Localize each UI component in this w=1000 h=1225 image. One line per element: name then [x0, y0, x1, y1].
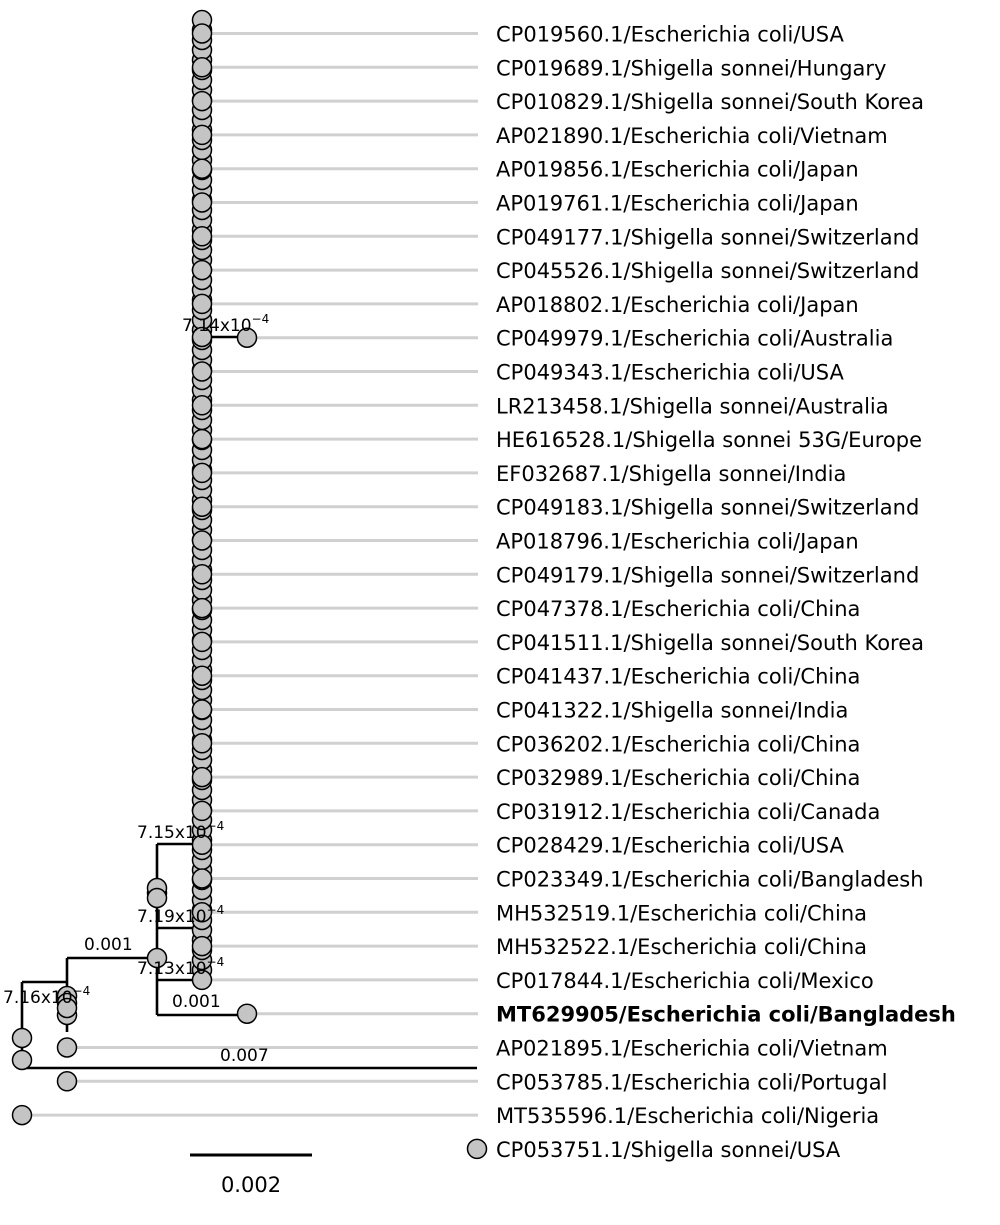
tip-label: MT629905/Escherichia coli/Bangladesh	[496, 1002, 956, 1027]
tip-node	[58, 1038, 77, 1057]
tip-label: CP053751.1/Shigella sonnei/USA	[496, 1137, 841, 1162]
tip-label: CP031912.1/Escherichia coli/Canada	[496, 799, 881, 824]
scale-bar-label: 0.002	[220, 1173, 282, 1197]
tip-node	[193, 159, 212, 178]
tip-label: CP028429.1/Escherichia coli/USA	[496, 833, 844, 858]
tip-label: CP041322.1/Shigella sonnei/India	[496, 698, 849, 723]
tip-node	[193, 261, 212, 280]
tip-label: CP049979.1/Escherichia coli/Australia	[496, 326, 894, 351]
tip-label: CP019689.1/Shigella sonnei/Hungary	[496, 56, 887, 81]
tip-label: MT535596.1/Escherichia coli/Nigeria	[496, 1104, 880, 1129]
scale-bar	[190, 1155, 312, 1197]
tip-label: CP047378.1/Escherichia coli/China	[496, 597, 861, 622]
tip-node	[193, 734, 212, 753]
tip-label: MH532522.1/Escherichia coli/China	[496, 935, 867, 960]
tip-node	[58, 1072, 77, 1091]
tip-node	[193, 227, 212, 246]
tip-label: CP053785.1/Escherichia coli/Portugal	[496, 1070, 888, 1095]
tip-label: CP049183.1/Shigella sonnei/Switzerland	[496, 495, 920, 520]
tip-label: AP021895.1/Escherichia coli/Vietnam	[496, 1036, 888, 1061]
tip-node	[193, 24, 212, 43]
tip-labels	[496, 23, 956, 1162]
tip-node	[193, 396, 212, 415]
tip-node	[193, 632, 212, 651]
tip-label: LR213458.1/Shigella sonnei/Australia	[496, 394, 889, 419]
branch-label-mh532519: $7.19x10^{-4}$	[137, 903, 225, 927]
tip-label: AP018796.1/Escherichia coli/Japan	[496, 529, 859, 554]
tip-label: CP049179.1/Shigella sonnei/Switzerland	[496, 563, 920, 588]
tip-node	[193, 700, 212, 719]
tip-label: AP019761.1/Escherichia coli/Japan	[496, 191, 859, 216]
branch-label-cp053751: 0.007	[220, 1046, 269, 1066]
tip-label: CP023349.1/Escherichia coli/Bangladesh	[496, 867, 924, 892]
tip-label: AP018802.1/Escherichia coli/Japan	[496, 292, 859, 317]
tip-label: CP041511.1/Shigella sonnei/South Korea	[496, 630, 925, 655]
tip-label: CP049343.1/Escherichia coli/USA	[496, 360, 844, 385]
tip-node	[193, 599, 212, 618]
tip-node	[193, 362, 212, 381]
tip-label: HE616528.1/Shigella sonnei 53G/Europe	[496, 428, 923, 453]
tip-label: CP032989.1/Escherichia coli/China	[496, 766, 861, 791]
tip-node	[193, 937, 212, 956]
tip-node	[193, 430, 212, 449]
tip-label: CP010829.1/Shigella sonnei/South Korea	[496, 90, 925, 115]
branch-label-basal: $7.16x10^{-4}$	[3, 984, 91, 1008]
tip-node	[193, 565, 212, 584]
tip-node	[193, 58, 212, 77]
internal-node	[13, 1029, 32, 1048]
branch-label-mt629905: 0.001	[172, 992, 221, 1012]
tip-node	[193, 768, 212, 787]
tip-label: MH532519.1/Escherichia coli/China	[496, 901, 867, 926]
tip-node	[193, 294, 212, 313]
branch-label-inner: 0.001	[84, 935, 133, 955]
internal-node	[13, 1051, 32, 1070]
tip-label: CP041437.1/Escherichia coli/China	[496, 664, 861, 689]
tip-node	[193, 463, 212, 482]
tip-label: CP019560.1/Escherichia coli/USA	[496, 22, 844, 47]
tip-node	[193, 801, 212, 820]
tip-node	[193, 92, 212, 111]
tip-label: CP017844.1/Escherichia coli/Mexico	[496, 968, 874, 993]
tip-label: EF032687.1/Shigella sonnei/India	[496, 461, 847, 486]
tip-node	[193, 869, 212, 888]
branch-label-clade-main: $7.15x10^{-4}$	[137, 819, 225, 843]
tip-label: CP045526.1/Shigella sonnei/Switzerland	[496, 259, 920, 284]
tip-node	[193, 666, 212, 685]
tip-node	[238, 1004, 257, 1023]
tip-label: CP036202.1/Escherichia coli/China	[496, 732, 861, 757]
internal-node	[148, 889, 167, 908]
tip-node	[193, 193, 212, 212]
tip-node	[468, 1139, 487, 1158]
branch-label-cp049979: $7.14x10^{-4}$	[182, 312, 270, 336]
tip-label: CP049177.1/Shigella sonnei/Switzerland	[496, 225, 920, 250]
tip-label: AP019856.1/Escherichia coli/Japan	[496, 157, 859, 182]
branch-label-cp017844: $7.13x10^{-4}$	[137, 955, 225, 979]
tip-label: AP021890.1/Escherichia coli/Vietnam	[496, 123, 888, 148]
branch-length-labels	[3, 312, 269, 1066]
tip-node	[193, 125, 212, 144]
tip-node	[13, 1106, 32, 1125]
tip-node	[193, 497, 212, 516]
tip-node	[193, 531, 212, 550]
